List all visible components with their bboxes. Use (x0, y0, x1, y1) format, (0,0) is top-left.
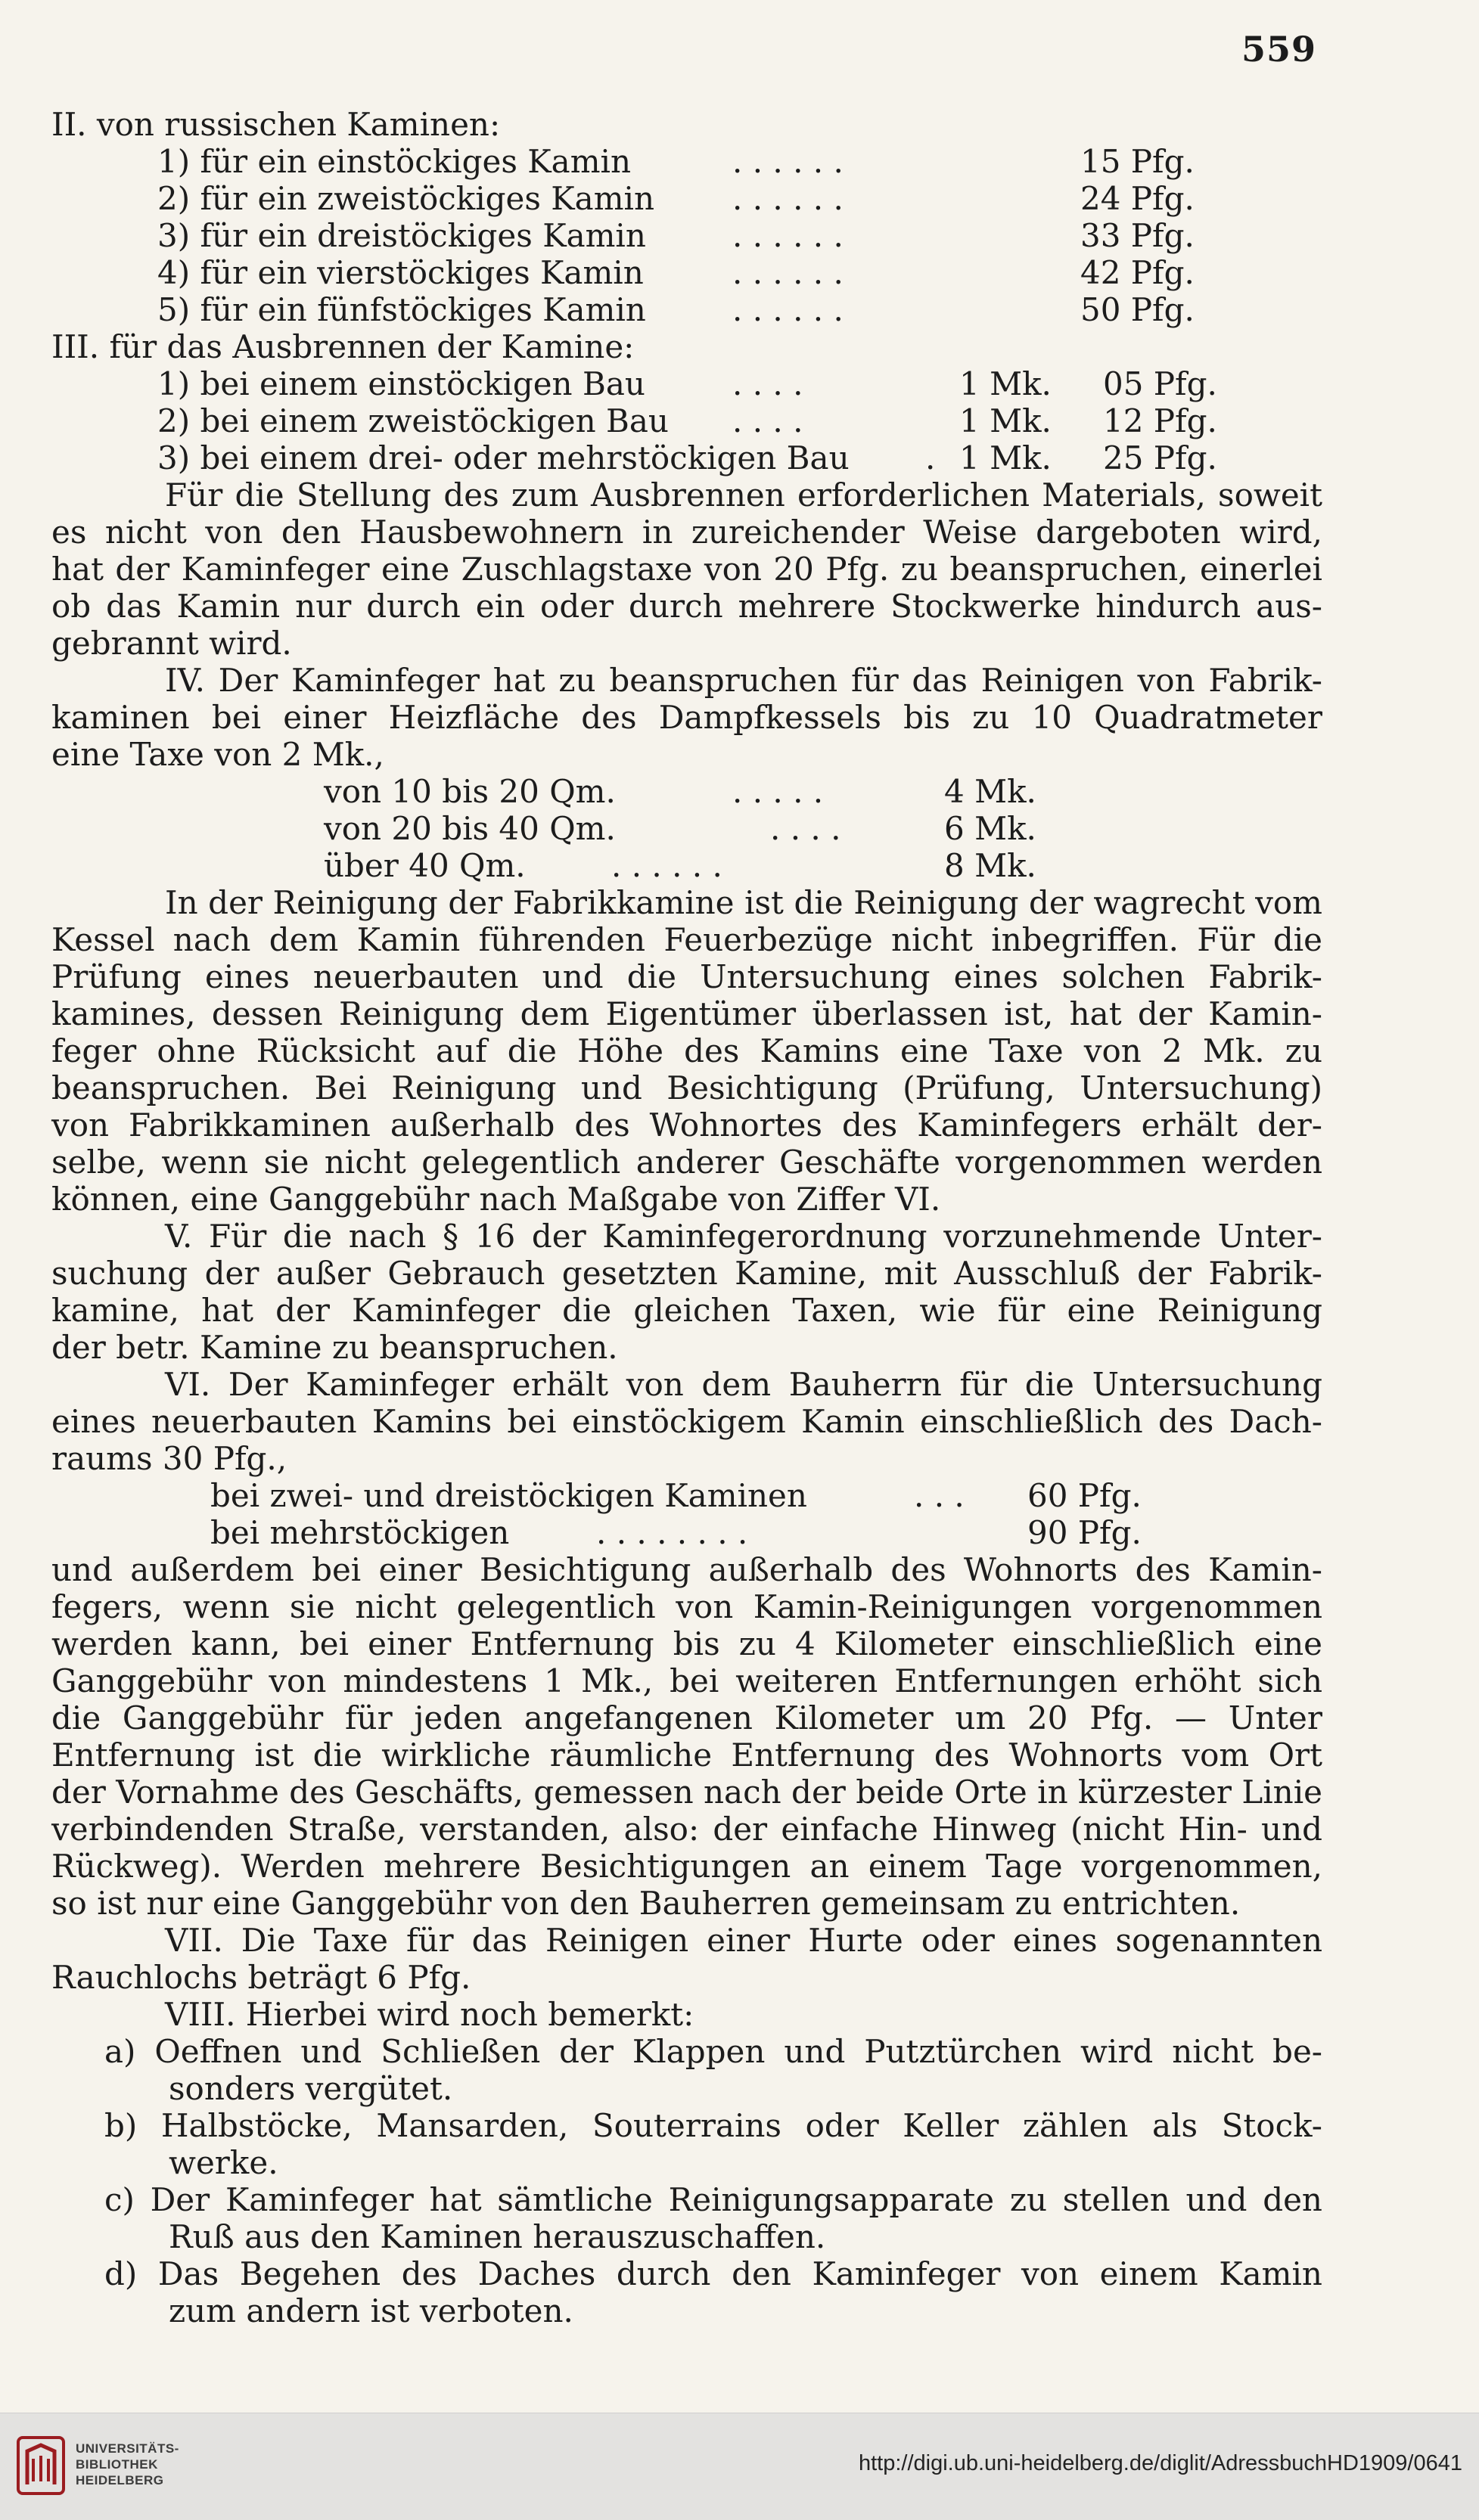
paragraph-line: fegers, wenn sie nicht gelegentlich von Kamin-Reinigungen vorgenommen (51, 1588, 1322, 1625)
remark-item-continuation: werke. (169, 2144, 278, 2181)
rate-dots: . . . . . . (611, 847, 722, 884)
price-label: 5) für ein fünfstöckiges Kamin (157, 291, 646, 328)
price-row (51, 143, 1322, 180)
paragraph-line: Entfernung ist die wirkliche räumliche Entfernung des Wohnorts vom Ort (51, 1736, 1322, 1774)
section-vi-line: eines neuerbauten Kamins bei einstöckigem Kamin einschließlich des Dach- (51, 1403, 1322, 1440)
rate-label: bei zwei- und dreistöckigen Kaminen (210, 1477, 807, 1514)
paragraph-line: gebrannt wird. (51, 625, 292, 662)
rate-row (51, 810, 1322, 847)
price-value: 42 Pfg. (1080, 254, 1195, 291)
paragraph-line: beanspruchen. Bei Reinigung und Besichtigung (Prüfung, Untersuchung) (51, 1069, 1322, 1106)
price-label: 3) für ein dreistöckiges Kamin (157, 217, 646, 254)
page-number: 559 (1241, 29, 1316, 70)
section-iv-line: eine Taxe von 2 Mk., (51, 736, 384, 773)
section-v-line: V. Für die nach § 16 der Kaminfegerordnung vorzunehmende Unter- (165, 1218, 1322, 1255)
paragraph-line: hat der Kaminfeger eine Zuschlagstaxe von 20 Pfg. zu beanspruchen, einerlei (51, 551, 1322, 588)
price-label: 2) für ein zweistöckiges Kamin (157, 180, 655, 217)
rate-amount: 90 Pfg. (1027, 1514, 1142, 1551)
price-dots: . . . . . . (732, 180, 844, 217)
rate-label: über 40 Qm. (324, 847, 526, 884)
library-name[interactable] (76, 2441, 179, 2488)
remark-item: b) Halbstöcke, Mansarden, Souterrains oder Keller zählen als Stock- (104, 2107, 1322, 2144)
section-vii-line: VII. Die Taxe für das Reinigen einer Hurte oder eines sogenannten (165, 1922, 1322, 1959)
section-v-line: suchung der außer Gebrauch gesetzten Kamine, mit Ausschluß der Fabrik- (51, 1255, 1322, 1292)
paragraph-line: und außerdem bei einer Besichtigung außerhalb des Wohnorts des Kamin- (51, 1551, 1322, 1588)
remark-item-continuation: sonders vergütet. (169, 2070, 453, 2107)
price-label: 1) für ein einstöckiges Kamin (157, 143, 632, 180)
section-viii-heading: VIII. Hierbei wird noch bemerkt: (165, 1996, 694, 2033)
university-seal-icon (17, 2436, 65, 2495)
rate-amount: 8 Mk. (944, 847, 1036, 884)
remark-item-continuation: Ruß aus den Kaminen herauszuschaffen. (169, 2218, 826, 2255)
section-ii-heading: II. von russischen Kaminen: (51, 106, 501, 143)
paragraph-line: feger ohne Rücksicht auf die Höhe des Kamins eine Taxe von 2 Mk. zu (51, 1032, 1322, 1069)
source-url-link[interactable]: http://digi.ub.uni-heidelberg.de/diglit/AdressbuchHD1909/0641 (858, 2451, 1462, 2475)
paragraph-line: Für die Stellung des zum Ausbrennen erforderlichen Materials, soweit (165, 476, 1322, 514)
paragraph-line: selbe, wenn sie nicht gelegentlich anderer Geschäfte vorgenommen werden (51, 1144, 1322, 1181)
rate-label: von 10 bis 20 Qm. (324, 773, 616, 810)
price-row (51, 180, 1322, 217)
rate-dots: . . . (914, 1477, 965, 1514)
price-mk: 1 Mk. (959, 402, 1052, 439)
section-vi-line: VI. Der Kaminfeger erhält von dem Bauherrn für die Untersuchung (165, 1366, 1322, 1403)
rate-row (51, 773, 1322, 810)
section-vii-line: Rauchlochs beträgt 6 Pfg. (51, 1959, 471, 1996)
digitization-footer (0, 2413, 1479, 2520)
rate-dots: . . . . . . . . (596, 1514, 748, 1551)
library-line: HEIDELBERG (76, 2473, 164, 2487)
price-row (51, 365, 1322, 402)
page-body (51, 106, 1322, 2329)
price-dots: . . . . (732, 402, 803, 439)
paragraph-line: Prüfung eines neuerbauten und die Untersuchung eines solchen Fabrik- (51, 958, 1322, 995)
rate-row (51, 1514, 1322, 1551)
paragraph-line: In der Reinigung der Fabrikkamine ist die Reinigung der wagrecht vom (165, 884, 1322, 921)
price-value: 33 Pfg. (1080, 217, 1195, 254)
section-vi-line: raums 30 Pfg., (51, 1440, 287, 1477)
price-mk: 1 Mk. (959, 439, 1052, 476)
paragraph-line: es nicht von den Hausbewohnern in zureichender Weise dargeboten wird, (51, 514, 1322, 551)
price-row (51, 402, 1322, 439)
rate-label: bei mehrstöckigen (210, 1514, 510, 1551)
rate-amount: 6 Mk. (944, 810, 1036, 847)
paragraph-line: ob das Kamin nur durch ein oder durch mehrere Stockwerke hindurch aus- (51, 588, 1322, 625)
library-line: BIBLIOTHEK (76, 2457, 158, 2472)
section-iv-line: kaminen bei einer Heizfläche des Dampfkessels bis zu 10 Quadratmeter (51, 699, 1322, 736)
remark-item: a) Oeffnen und Schließen der Klappen und Putztürchen wird nicht be- (104, 2033, 1322, 2070)
price-label: 1) bei einem einstöckigen Bau (157, 365, 645, 402)
paragraph-line: der Vornahme des Geschäfts, gemessen nach der beide Orte in kürzester Linie (51, 1774, 1322, 1811)
rate-dots: . . . . (770, 810, 841, 847)
paragraph-line: werden kann, bei einer Entfernung bis zu 4 Kilometer einschließlich eine (51, 1625, 1322, 1662)
price-value: 24 Pfg. (1080, 180, 1195, 217)
paragraph-line: die Ganggebühr für jeden angefangenen Kilometer um 20 Pfg. — Unter (51, 1699, 1322, 1736)
rate-dots: . . . . . (732, 773, 824, 810)
price-value: 15 Pfg. (1080, 143, 1195, 180)
paragraph-line: können, eine Ganggebühr nach Maßgabe von Ziffer VI. (51, 1181, 941, 1218)
price-row (51, 291, 1322, 328)
library-line: UNIVERSITÄTS- (76, 2441, 179, 2456)
price-dots: . . . . . . (732, 254, 844, 291)
section-v-line: kamine, hat der Kaminfeger die gleichen Taxen, wie für eine Reinigung (51, 1292, 1322, 1329)
rate-row (51, 847, 1322, 884)
price-pfg: 12 Pfg. (1103, 402, 1217, 439)
paragraph-line: Kessel nach dem Kamin führenden Feuerbezüge nicht inbegriffen. Für die (51, 921, 1322, 958)
price-label: 4) für ein vierstöckiges Kamin (157, 254, 644, 291)
paragraph-line: von Fabrikkaminen außerhalb des Wohnortes des Kaminfegers erhält der- (51, 1106, 1322, 1144)
price-dots: . . . . . . (732, 217, 844, 254)
price-row (51, 217, 1322, 254)
price-row (51, 254, 1322, 291)
paragraph-line: so ist nur eine Ganggebühr von den Bauherren gemeinsam zu entrichten. (51, 1885, 1241, 1922)
price-dots: . . . . (732, 365, 803, 402)
remark-item: c) Der Kaminfeger hat sämtliche Reinigungsapparate zu stellen und den (104, 2181, 1322, 2218)
price-mk: 1 Mk. (959, 365, 1052, 402)
section-iv-line: IV. Der Kaminfeger hat zu beanspruchen für das Reinigen von Fabrik- (165, 662, 1322, 699)
price-label: 2) bei einem zweistöckigen Bau (157, 402, 669, 439)
price-pfg: 05 Pfg. (1103, 365, 1217, 402)
rate-amount: 4 Mk. (944, 773, 1036, 810)
price-pfg: 25 Pfg. (1103, 439, 1217, 476)
paragraph-line: Rückweg). Werden mehrere Besichtigungen an einem Tage vorgenommen, (51, 1848, 1322, 1885)
remark-item-continuation: zum andern ist verboten. (169, 2292, 573, 2329)
price-row (51, 439, 1322, 476)
paragraph-line: kamines, dessen Reinigung dem Eigentümer überlassen ist, hat der Kamin- (51, 995, 1322, 1032)
price-dots: . . . . . . (732, 291, 844, 328)
price-value: 50 Pfg. (1080, 291, 1195, 328)
rate-row (51, 1477, 1322, 1514)
price-label: 3) bei einem drei- oder mehrstöckigen Bau (157, 439, 850, 476)
paragraph-line: verbindenden Straße, verstanden, also: der einfache Hinweg (nicht Hin- und (51, 1811, 1322, 1848)
price-dots: . (925, 439, 936, 476)
rate-label: von 20 bis 40 Qm. (324, 810, 616, 847)
section-iii-heading: III. für das Ausbrennen der Kamine: (51, 328, 635, 365)
paragraph-line: Ganggebühr von mindestens 1 Mk., bei weiteren Entfernungen erhöht sich (51, 1662, 1322, 1699)
remark-item: d) Das Begehen des Daches durch den Kaminfeger von einem Kamin (104, 2255, 1322, 2292)
section-v-line: der betr. Kamine zu beanspruchen. (51, 1329, 618, 1366)
rate-amount: 60 Pfg. (1027, 1477, 1142, 1514)
price-dots: . . . . . . (732, 143, 844, 180)
